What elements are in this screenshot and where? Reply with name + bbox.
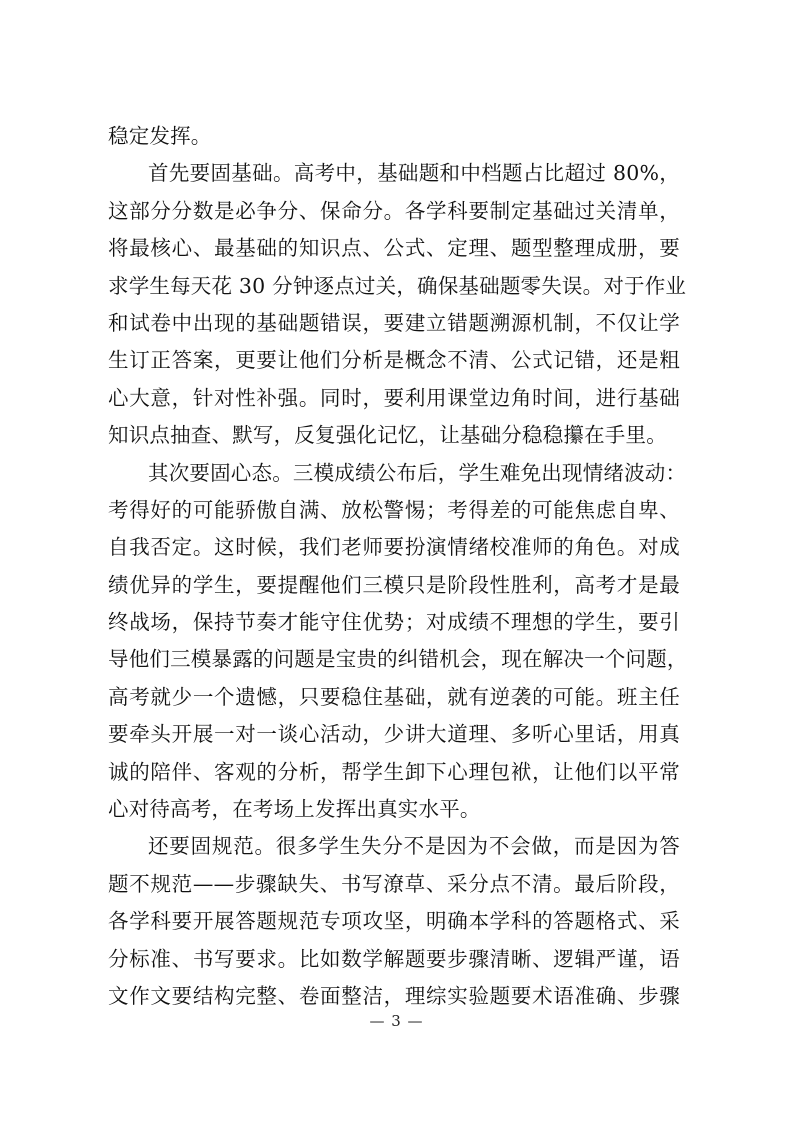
text-line: 还要固规范。很多学生失分不是因为不会做，而是因为答 [148, 834, 680, 859]
text-line: 知识点抽查、默写，反复强化记忆，让基础分稳稳攥在手里。 [108, 423, 667, 448]
text-line: 高考就少一个遗憾，只要稳住基础，就有逆袭的可能。班主任 [108, 684, 680, 709]
page-number: — 3 — [369, 1012, 424, 1030]
text-line: 生订正答案，更要让他们分析是概念不清、公式记错，还是粗 [108, 348, 680, 373]
text-line: 导他们三模暴露的问题是宝贵的纠错机会，现在解决一个问题， [108, 647, 688, 672]
text-line: 各学科要开展答题规范专项攻坚，明确本学科的答题格式、采 [108, 909, 680, 934]
text-line: 心对待高考，在考场上发挥出真实水平。 [108, 797, 481, 822]
text-line: 题不规范——步骤缺失、书写潦草、采分点不清。最后阶段， [108, 871, 680, 896]
body-text [108, 118, 688, 1015]
text-line: 和试卷中出现的基础题错误，要建立错题溯源机制，不仅让学 [108, 310, 680, 335]
text-line: 心大意，针对性补强。同时，要利用课堂边角时间，进行基础 [108, 385, 680, 410]
text-line: 自我否定。这时候，我们老师要扮演情绪校准师的角色。对成 [108, 535, 680, 560]
text-line: 考得好的可能骄傲自满、放松警惕；考得差的可能焦虑自卑、 [108, 497, 680, 522]
text-line: 首先要固基础。高考中，基础题和中档题占比超过 80%， [148, 161, 680, 186]
text-line: 文作文要结构完整、卷面整洁，理综实验题要术语准确、步骤 [108, 983, 680, 1008]
text-line: 稳定发挥。 [108, 124, 212, 148]
text-line: 分标准、书写要求。比如数学解题要步骤清晰、逻辑严谨，语 [108, 946, 680, 971]
text-line: 诚的陪伴、客观的分析，帮学生卸下心理包袱，让他们以平常 [108, 759, 680, 784]
text-line: 终战场，保持节奏才能守住优势；对成绩不理想的学生，要引 [108, 610, 680, 635]
text-line: 求学生每天花 30 分钟逐点过关，确保基础题零失误。对于作业 [108, 273, 687, 298]
text-line: 要牵头开展一对一谈心活动，少讲大道理、多听心里话，用真 [108, 722, 680, 747]
text-line: 绩优异的学生，要提醒他们三模只是阶段性胜利，高考才是最 [108, 572, 680, 597]
text-line: 这部分分数是必争分、保命分。各学科要制定基础过关清单， [108, 198, 680, 223]
text-line: 将最核心、最基础的知识点、公式、定理、题型整理成册，要 [108, 236, 680, 261]
text-line: 其次要固心态。三模成绩公布后，学生难免出现情绪波动： [148, 460, 687, 485]
